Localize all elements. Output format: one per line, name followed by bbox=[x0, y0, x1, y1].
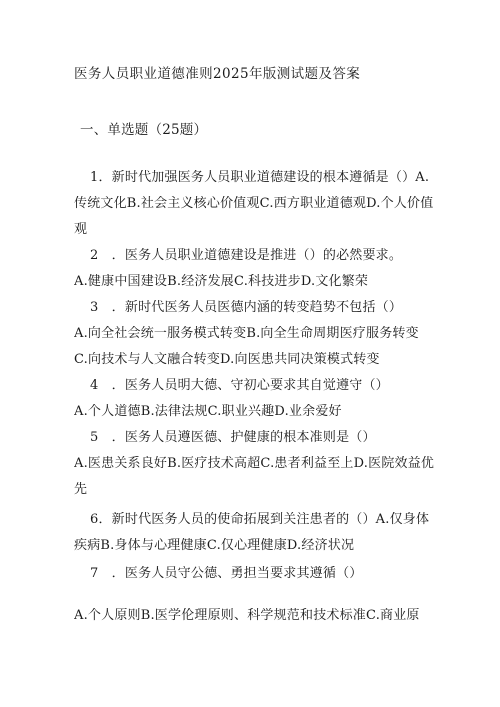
question-5-options-line-1: A.医患关系良好B.医疗技术高超C.患者利益至上D.医院效益优 bbox=[74, 456, 435, 471]
question-2-stem: 2 ．医务人员职业道德建设是推进（）的必然要求。 bbox=[90, 248, 403, 263]
question-7-options: A.个人原则B.医学伦理原则、科学规范和技术标准C.商业原 bbox=[74, 608, 420, 623]
question-5-stem: 5 ．医务人员遵医德、护健康的根本准则是（） bbox=[90, 430, 376, 445]
question-4-options: A.个人道德B.法律法规C.职业兴趣D.业余爱好 bbox=[74, 404, 342, 419]
section-heading: 一、单选题（25题） bbox=[80, 122, 208, 138]
question-5-options-line-2: 先 bbox=[74, 482, 88, 497]
question-1-line-3: 观 bbox=[74, 222, 88, 237]
question-7-stem: 7 ．医务人员守公德、勇担当要求其遵循（） bbox=[90, 566, 363, 581]
question-6-line-1: 6．新时代医务人员的使命拓展到关注患者的（）A.仅身体 bbox=[90, 512, 430, 527]
question-3-options-line-1: A.向全社会统一服务模式转变B.向全生命周期医疗服务转变 bbox=[74, 326, 419, 341]
question-6-line-2: 疾病B.身体与心理健康C.仅心理健康D.经济状况 bbox=[74, 538, 355, 553]
question-2-options: A.健康中国建设B.经济发展C.科技进步D.文化繁荣 bbox=[74, 274, 369, 289]
question-3-stem: 3 ．新时代医务人员医德内涵的转变趋势不包括（） bbox=[90, 300, 403, 315]
question-3-options-line-2: C.向技术与人文融合转变D.向医患共同决策模式转变 bbox=[74, 352, 380, 367]
question-1-line-2: 传统文化B.社会主义核心价值观C.西方职业道德观D.个人价值 bbox=[74, 196, 434, 211]
document-title: 医务人员职业道德准则2025年版测试题及答案 bbox=[74, 66, 361, 82]
question-4-stem: 4 ．医务人员明大德、守初心要求其自觉遵守（） bbox=[90, 378, 389, 393]
question-1-line-1: 1．新时代加强医务人员职业道德建设的根本遵循是（）A. bbox=[90, 170, 430, 185]
